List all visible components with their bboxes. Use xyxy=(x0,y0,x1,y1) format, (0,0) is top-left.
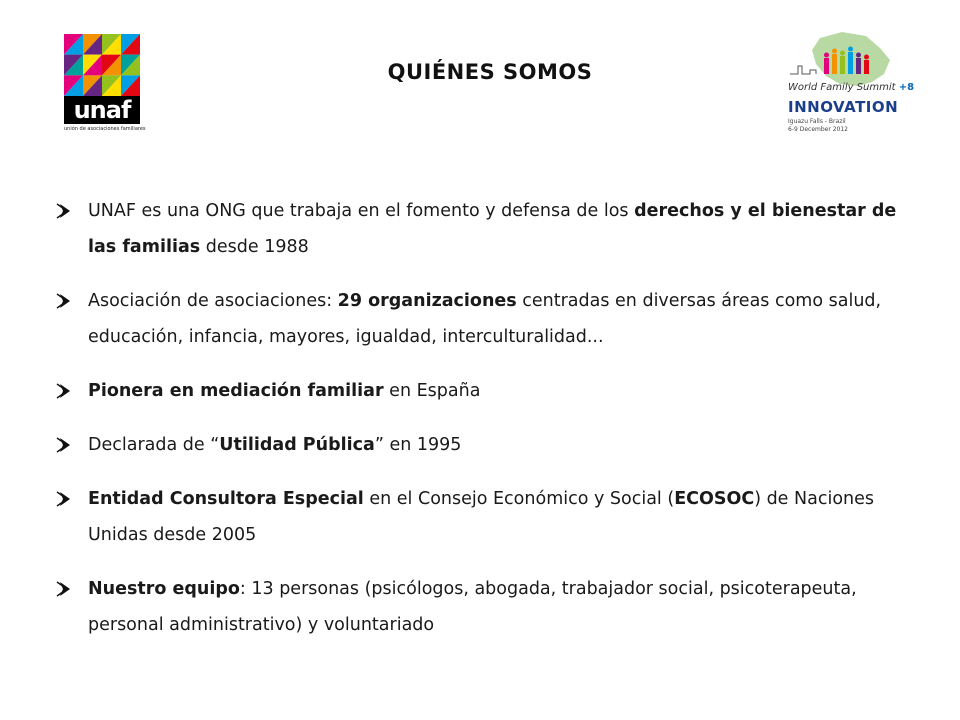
bullet-text: Declarada de “ xyxy=(88,435,220,455)
bullet-text: centradas en diversas áreas como salud, educación, infancia, mayores, igualdad, interculturalidad... xyxy=(88,291,882,347)
summit-location-dates xyxy=(788,118,848,134)
unaf-mosaic-icon xyxy=(64,34,140,96)
bullet-emphasis: Nuestro equipo xyxy=(88,579,240,599)
bullet-emphasis: ECOSOC xyxy=(674,489,755,509)
world-family-summit-logo xyxy=(780,30,915,140)
bullet-text: : 13 personas (psicólogos, abogada, trabajador social, psicoterapeuta, personal administrativo) y voluntariado xyxy=(88,579,857,635)
bullet-item xyxy=(52,481,920,553)
summit-dates: 6-9 December 2012 xyxy=(788,126,848,133)
unaf-logo-tagline: unión de asociaciones familiares xyxy=(64,126,146,132)
bullet-item xyxy=(52,427,920,463)
bullet-text: en España xyxy=(383,381,481,401)
page-title: QUIÉNES SOMOS xyxy=(387,60,593,84)
bullet-emphasis: 29 organizaciones xyxy=(337,291,517,311)
summit-brand: World Family Summit +8 xyxy=(788,82,915,93)
arrow-bullet-icon xyxy=(54,283,74,319)
bullet-text: Asociación de asociaciones: xyxy=(88,291,338,311)
bullet-list xyxy=(52,193,920,661)
bullet-text: ) de Naciones Unidas desde 2005 xyxy=(88,489,874,545)
bullet-item xyxy=(52,571,920,643)
bullet-text: en el Consejo Económico y Social ( xyxy=(363,489,675,509)
bullet-text: desde 1988 xyxy=(200,237,309,257)
bullet-emphasis: derechos y el bienestar de las familias xyxy=(88,201,897,257)
bullet-emphasis: Utilidad Pública xyxy=(219,435,375,455)
bullet-text: UNAF es una ONG que trabaja en el fomento y defensa de los xyxy=(88,201,635,221)
arrow-bullet-icon xyxy=(54,373,74,409)
bullet-emphasis: Entidad Consultora Especial xyxy=(88,489,364,509)
bullet-item xyxy=(52,373,920,409)
arrow-bullet-icon xyxy=(54,481,74,517)
summit-location: Iguazu Falls - Brazil xyxy=(788,118,846,125)
unaf-logo-wordmark: unaf xyxy=(64,96,140,124)
arrow-bullet-icon xyxy=(54,193,74,229)
brazil-map-icon xyxy=(780,30,900,90)
summit-theme: INNOVATION xyxy=(788,98,899,116)
bullet-text: ” en 1995 xyxy=(374,435,462,455)
arrow-bullet-icon xyxy=(54,427,74,463)
arrow-bullet-icon xyxy=(54,571,74,607)
bullet-item xyxy=(52,283,920,355)
bullet-item xyxy=(52,193,920,265)
bullet-emphasis: Pionera en mediación familiar xyxy=(88,381,384,401)
unaf-logo xyxy=(64,34,146,134)
